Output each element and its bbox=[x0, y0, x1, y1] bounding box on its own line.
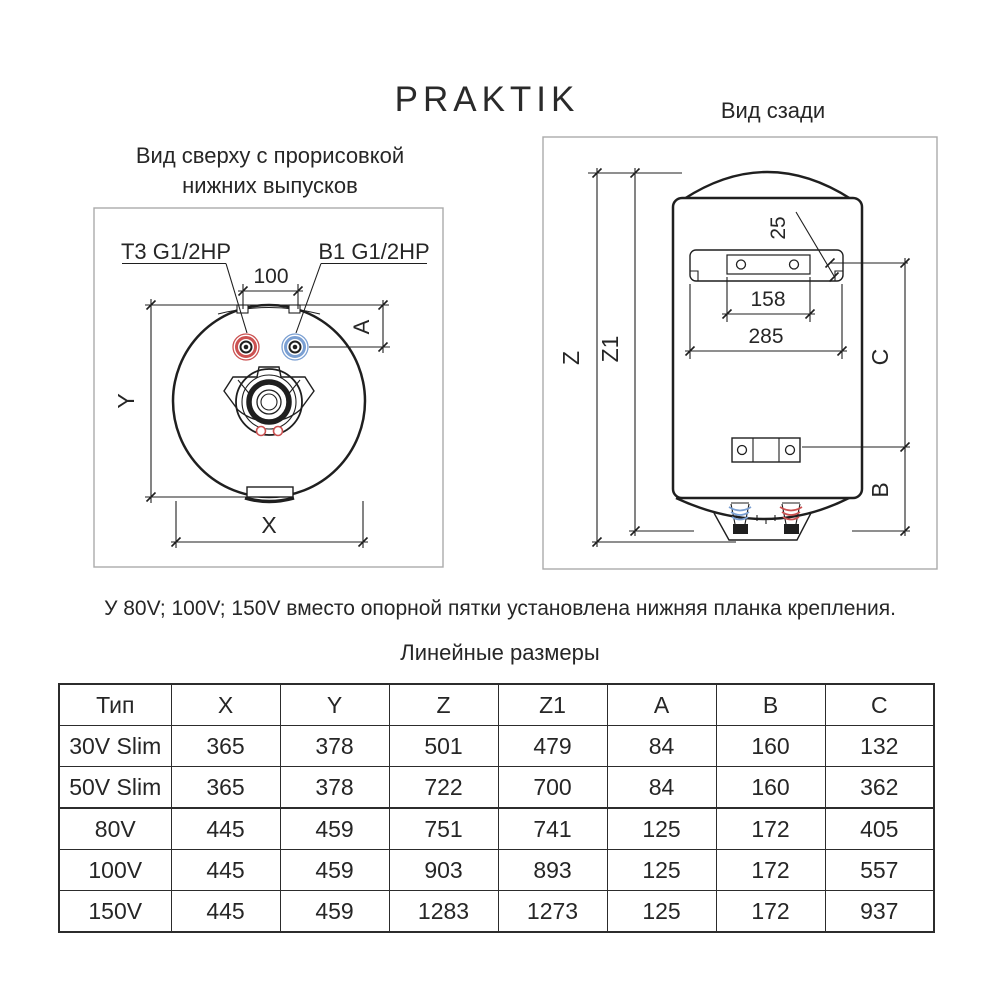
cell-type: 150V bbox=[59, 891, 171, 933]
col-header-z1: Z1 bbox=[498, 684, 607, 726]
top-view-caption-line1: Вид сверху с прорисовкой bbox=[135, 143, 405, 168]
cell-z: 501 bbox=[389, 726, 498, 767]
cell-z1: 1273 bbox=[498, 891, 607, 933]
cell-b: 160 bbox=[716, 726, 825, 767]
cell-c: 557 bbox=[825, 850, 934, 891]
cell-x: 445 bbox=[171, 891, 280, 933]
hot-water-port bbox=[233, 334, 259, 360]
top-view-caption-line2: нижних выпусков bbox=[182, 173, 358, 198]
dim-x-label: X bbox=[261, 512, 277, 538]
cell-x: 445 bbox=[171, 808, 280, 850]
cell-b: 160 bbox=[716, 767, 825, 809]
table-row bbox=[59, 891, 934, 933]
col-header-b: B bbox=[716, 684, 825, 726]
cell-type: 30V Slim bbox=[59, 726, 171, 767]
cell-a: 84 bbox=[607, 767, 716, 809]
cell-c: 937 bbox=[825, 891, 934, 933]
cell-z1: 479 bbox=[498, 726, 607, 767]
dim-a-label: A bbox=[349, 319, 374, 335]
upper-mounting-bracket bbox=[690, 250, 843, 281]
cell-y: 378 bbox=[280, 726, 389, 767]
top-view-caption bbox=[85, 141, 455, 201]
cell-z: 1283 bbox=[389, 891, 498, 933]
cell-z1: 741 bbox=[498, 808, 607, 850]
dim-158-value: 158 bbox=[750, 288, 786, 311]
dim-100-value: 100 bbox=[253, 265, 289, 288]
table-row bbox=[59, 850, 934, 891]
cell-c: 362 bbox=[825, 767, 934, 809]
cell-x: 365 bbox=[171, 726, 280, 767]
col-header-z: Z bbox=[389, 684, 498, 726]
note-text: У 80V; 100V; 150V вместо опорной пятки установлена нижняя планка крепления. bbox=[104, 597, 896, 620]
col-header-a: A bbox=[607, 684, 716, 726]
cell-b: 172 bbox=[716, 808, 825, 850]
col-header-y: Y bbox=[280, 684, 389, 726]
cold-port-label: В1 G1/2НР bbox=[318, 239, 430, 264]
dim-b-label: B bbox=[867, 482, 893, 498]
cell-z: 751 bbox=[389, 808, 498, 850]
cell-b: 172 bbox=[716, 850, 825, 891]
support-foot bbox=[247, 487, 293, 497]
col-header-c: C bbox=[825, 684, 934, 726]
drain-port-left bbox=[257, 427, 266, 436]
rear-view-caption: Вид сзади bbox=[720, 98, 826, 123]
cell-a: 84 bbox=[607, 726, 716, 767]
cell-b: 172 bbox=[716, 891, 825, 933]
cell-type: 50V Slim bbox=[59, 767, 171, 809]
cell-z1: 893 bbox=[498, 850, 607, 891]
cell-y: 459 bbox=[280, 850, 389, 891]
bottom-pipes bbox=[714, 503, 811, 540]
table-row bbox=[59, 767, 934, 809]
dim-100 bbox=[238, 265, 303, 309]
hot-port-label: Т3 G1/2НР bbox=[120, 239, 232, 264]
rear-view-drawing bbox=[542, 136, 938, 570]
cold-pipe-nut bbox=[733, 524, 748, 534]
page-title: PRAKTIK bbox=[394, 80, 580, 119]
cell-z1: 700 bbox=[498, 767, 607, 809]
dim-25-value: 25 bbox=[767, 216, 790, 240]
cell-x: 365 bbox=[171, 767, 280, 809]
dim-c-label: C bbox=[867, 348, 893, 366]
dim-x bbox=[171, 501, 368, 548]
drain-port-right bbox=[274, 427, 283, 436]
cell-z: 722 bbox=[389, 767, 498, 809]
dim-z1-label: Z1 bbox=[597, 335, 623, 363]
cell-y: 459 bbox=[280, 808, 389, 850]
dim-285-value: 285 bbox=[748, 325, 784, 348]
top-view-drawing bbox=[93, 207, 444, 568]
cell-c: 132 bbox=[825, 726, 934, 767]
table-row bbox=[59, 726, 934, 767]
dim-y-label: Y bbox=[113, 393, 139, 409]
cell-c: 405 bbox=[825, 808, 934, 850]
table-header-row bbox=[59, 684, 934, 726]
cell-x: 445 bbox=[171, 850, 280, 891]
cell-a: 125 bbox=[607, 891, 716, 933]
cell-type: 80V bbox=[59, 808, 171, 850]
cell-a: 125 bbox=[607, 808, 716, 850]
cell-z: 903 bbox=[389, 850, 498, 891]
cell-a: 125 bbox=[607, 850, 716, 891]
cell-type: 100V bbox=[59, 850, 171, 891]
col-header-x: X bbox=[171, 684, 280, 726]
table-title: Линейные размеры bbox=[400, 640, 600, 665]
hot-pipe-nut bbox=[784, 524, 799, 534]
lower-mounting-bracket bbox=[732, 438, 800, 462]
cell-y: 378 bbox=[280, 767, 389, 809]
cell-y: 459 bbox=[280, 891, 389, 933]
dimensions-table bbox=[58, 683, 935, 933]
table-row bbox=[59, 808, 934, 850]
dim-z-label: Z bbox=[558, 350, 584, 366]
cold-water-port bbox=[282, 334, 308, 360]
col-header-type: Тип bbox=[59, 684, 171, 726]
